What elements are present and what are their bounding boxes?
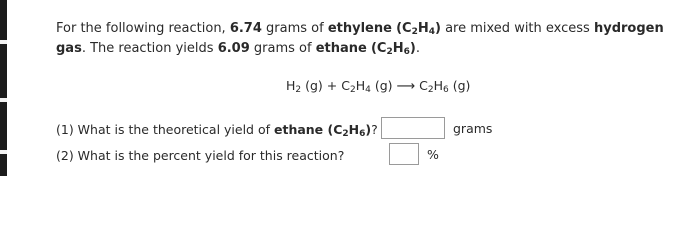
theoretical-yield-input[interactable] — [381, 117, 445, 139]
hydrogen-gas: hydrogen gas — [56, 21, 664, 56]
edge-mark — [0, 98, 7, 102]
ethylene-name: ethylene — [327, 21, 392, 36]
ethylene-formula: $(C_2H_4)$ — [396, 21, 441, 37]
question-1: (1) What is the theoretical yield of ethane $(C_2H_6)$? — [56, 122, 378, 139]
ethylene-mass: 6.74 — [229, 21, 262, 36]
reaction-equation: $H_2$ $(g) + C_2H_4$ (g) ⟶ $C_2H_6$ (g) — [286, 78, 471, 95]
question-2: (2) What is the percent yield for this reaction? — [56, 148, 345, 163]
edge-mark — [0, 150, 7, 154]
edge-mark — [0, 40, 7, 44]
ethane-formula: $(C_2H_6)$ — [370, 41, 416, 57]
grams-unit-label: grams — [453, 121, 493, 136]
problem-statement: For the following reaction, 6.74 grams of ethylene $(C_2H_4)$ are mixed with excess hydrogen gas. The reaction yields 6.09 grams of ethane $(C_2H_6)$. — [56, 21, 664, 57]
percent-unit-label: % — [427, 147, 439, 162]
ethane-mass: 6.09 — [217, 41, 250, 56]
left-edge-bar — [0, 0, 7, 176]
ethane-name: ethane — [315, 41, 367, 56]
reaction-arrow-icon: ⟶ — [396, 79, 416, 94]
percent-yield-input[interactable] — [389, 143, 419, 165]
